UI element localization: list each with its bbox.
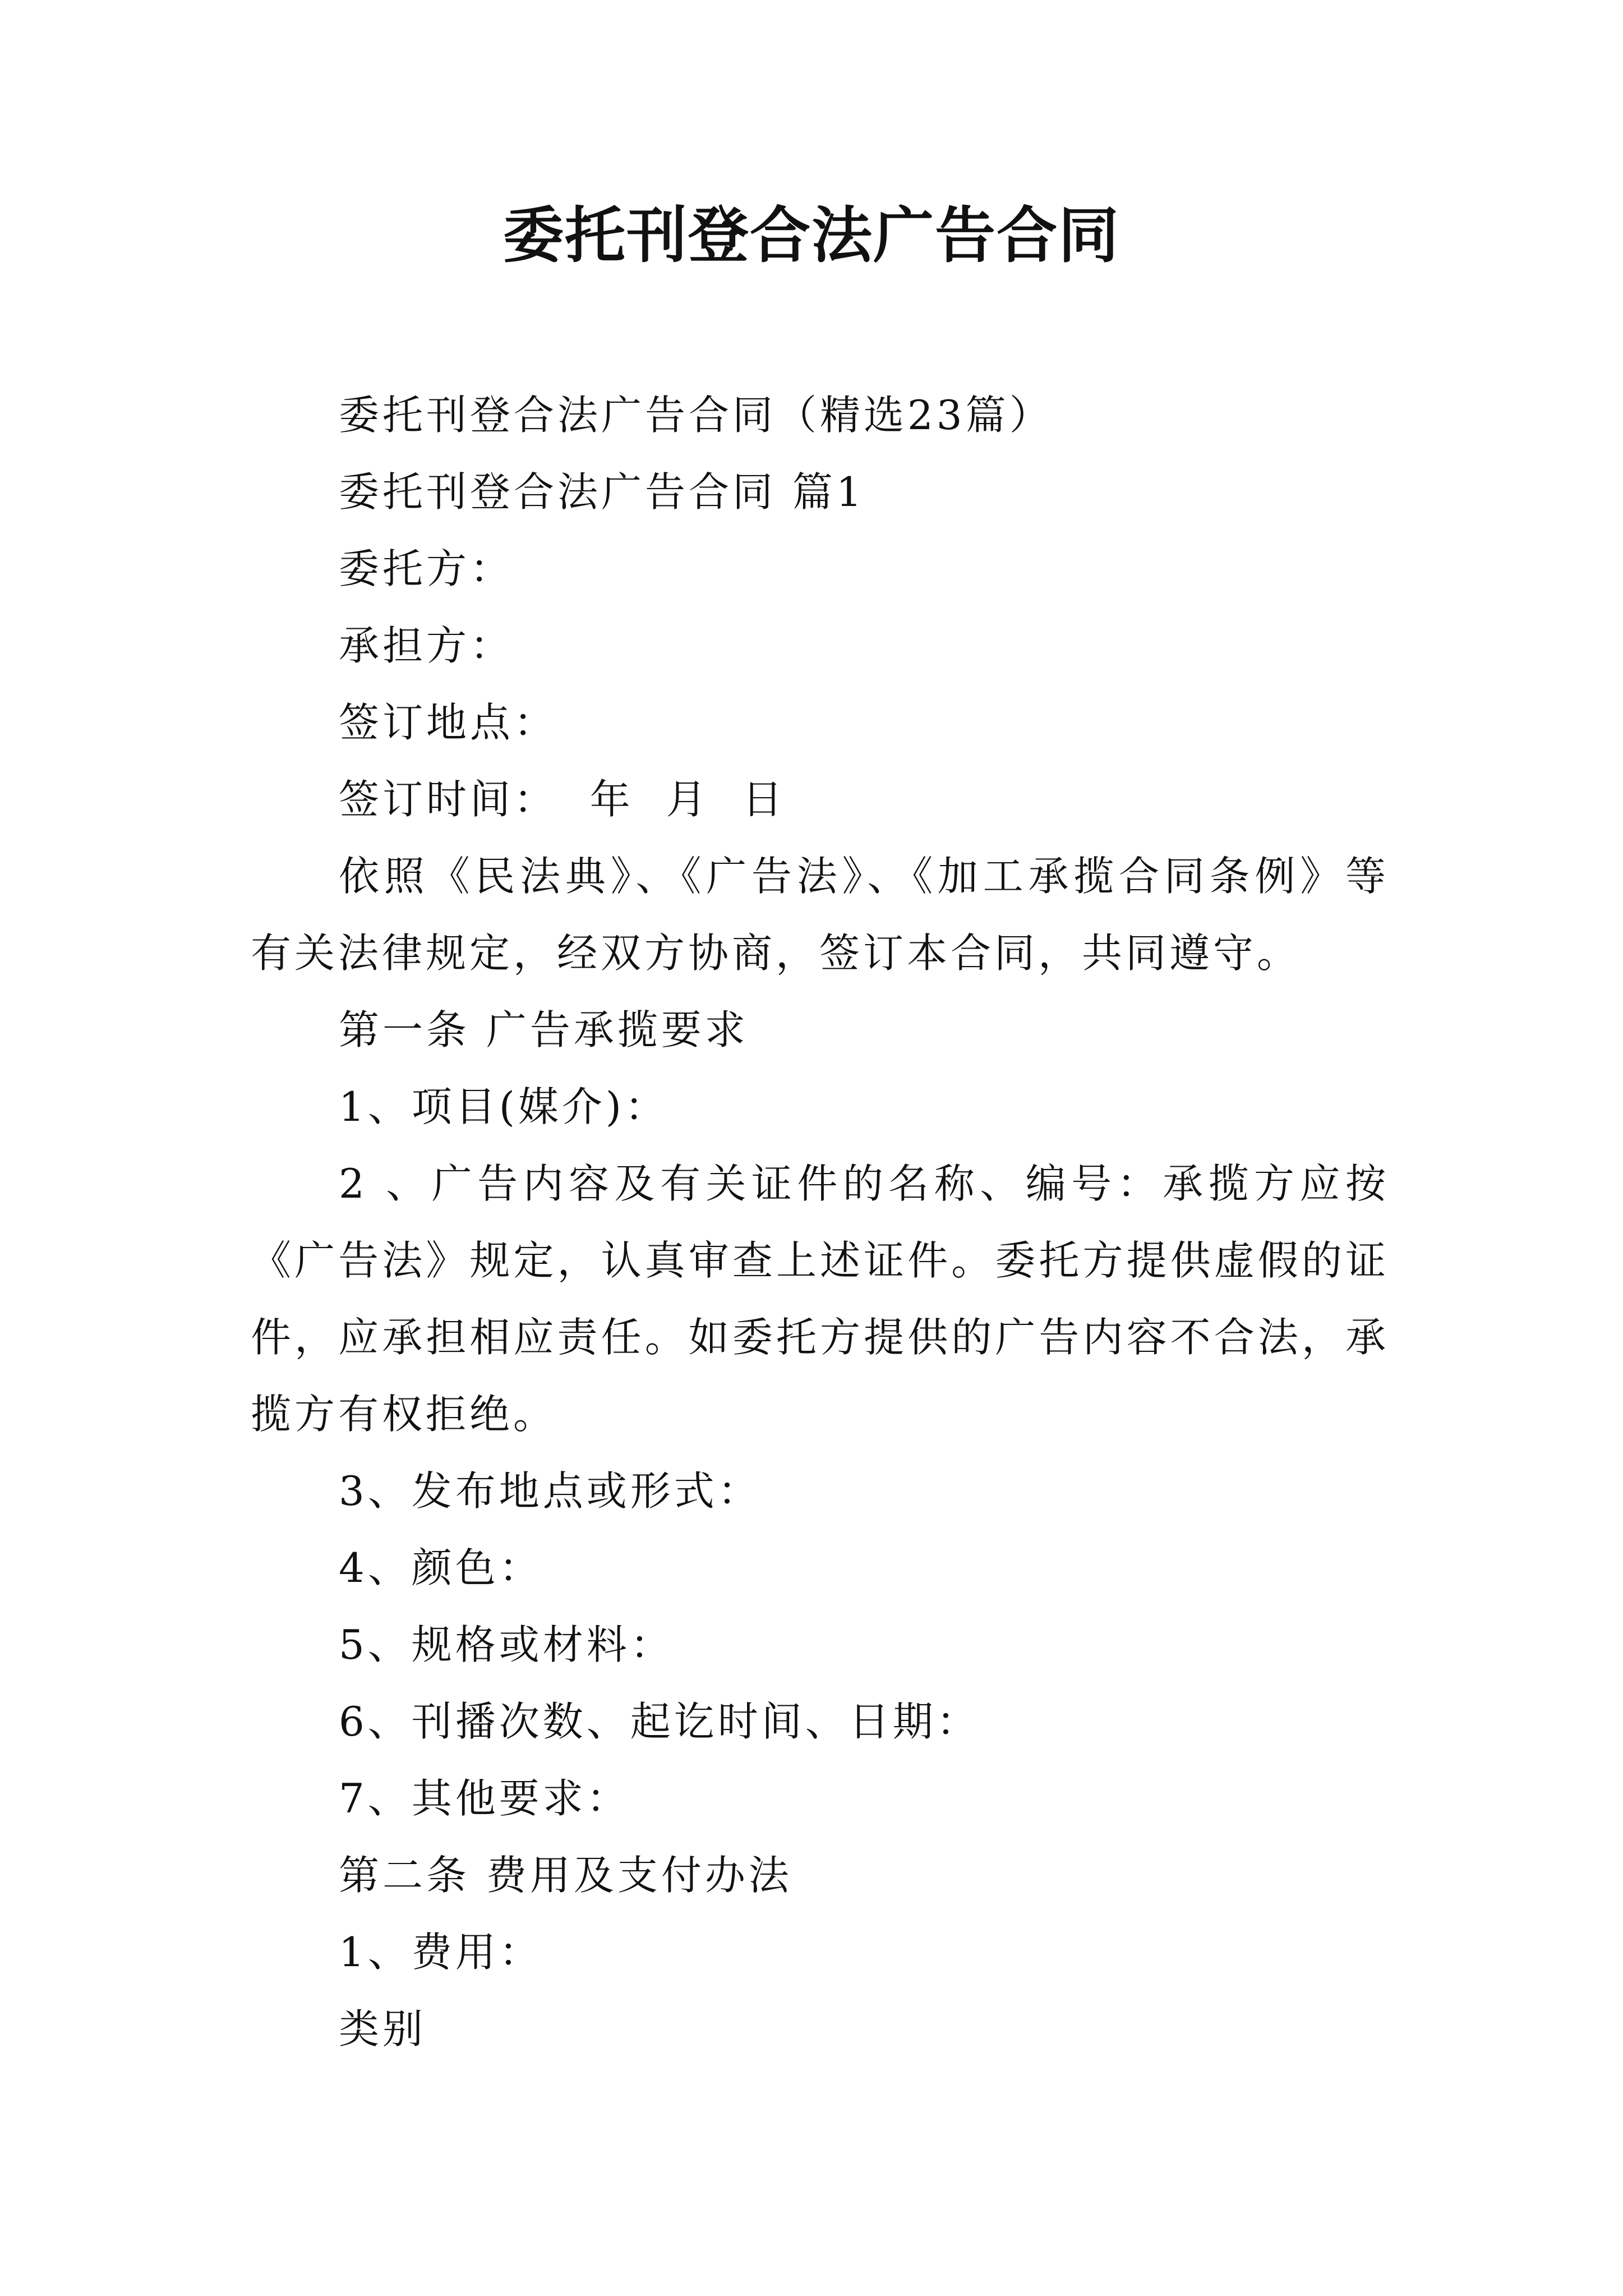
client-party-field: 委托方： bbox=[339, 545, 514, 592]
document-body bbox=[251, 377, 1389, 2068]
section-heading: 委托刊登合法广告合同 篇1 bbox=[339, 468, 865, 516]
signing-date-field: 签订时间： 年 月 日 bbox=[339, 776, 786, 823]
clause-1-4: 4、颜色： bbox=[339, 1544, 543, 1591]
clause-2-1: 1、费用： bbox=[339, 1929, 543, 1976]
preamble-paragraph: 依照《民法典》、《广告法》、《加工承揽合同条例》等有关法律规定，经双方协商，签订本合同，共同遵守。 bbox=[251, 853, 1389, 977]
signing-location-field: 签订地点： bbox=[339, 699, 558, 746]
clause-1-1: 1、项目(媒介)： bbox=[339, 1083, 668, 1130]
subtitle-paragraph: 委托刊登合法广告合同（精选23篇） bbox=[339, 392, 1053, 439]
clause-1-5: 5、规格或材料： bbox=[339, 1621, 674, 1668]
clause-1-2: 2 、广告内容及有关证件的名称、编号：承揽方应按《广告法》规定，认真审查上述证件。委托方提供虚假的证件，应承担相应责任。如委托方提供的广告内容不合法，承揽方有权拒绝。 bbox=[251, 1160, 1389, 1438]
contractor-party-field: 承担方： bbox=[339, 622, 514, 669]
document-title: 委托刊登合法广告合同 bbox=[502, 200, 1120, 271]
clause-1-7: 7、其他要求： bbox=[339, 1775, 630, 1822]
article-2-heading: 第二条 费用及支付办法 bbox=[339, 1852, 792, 1899]
category-label: 类别 bbox=[339, 2005, 427, 2053]
article-1-heading: 第一条 广告承揽要求 bbox=[339, 1006, 749, 1053]
clause-1-3: 3、发布地点或形式： bbox=[339, 1467, 762, 1515]
clause-1-6: 6、刊播次数、起讫时间、日期： bbox=[339, 1698, 980, 1745]
